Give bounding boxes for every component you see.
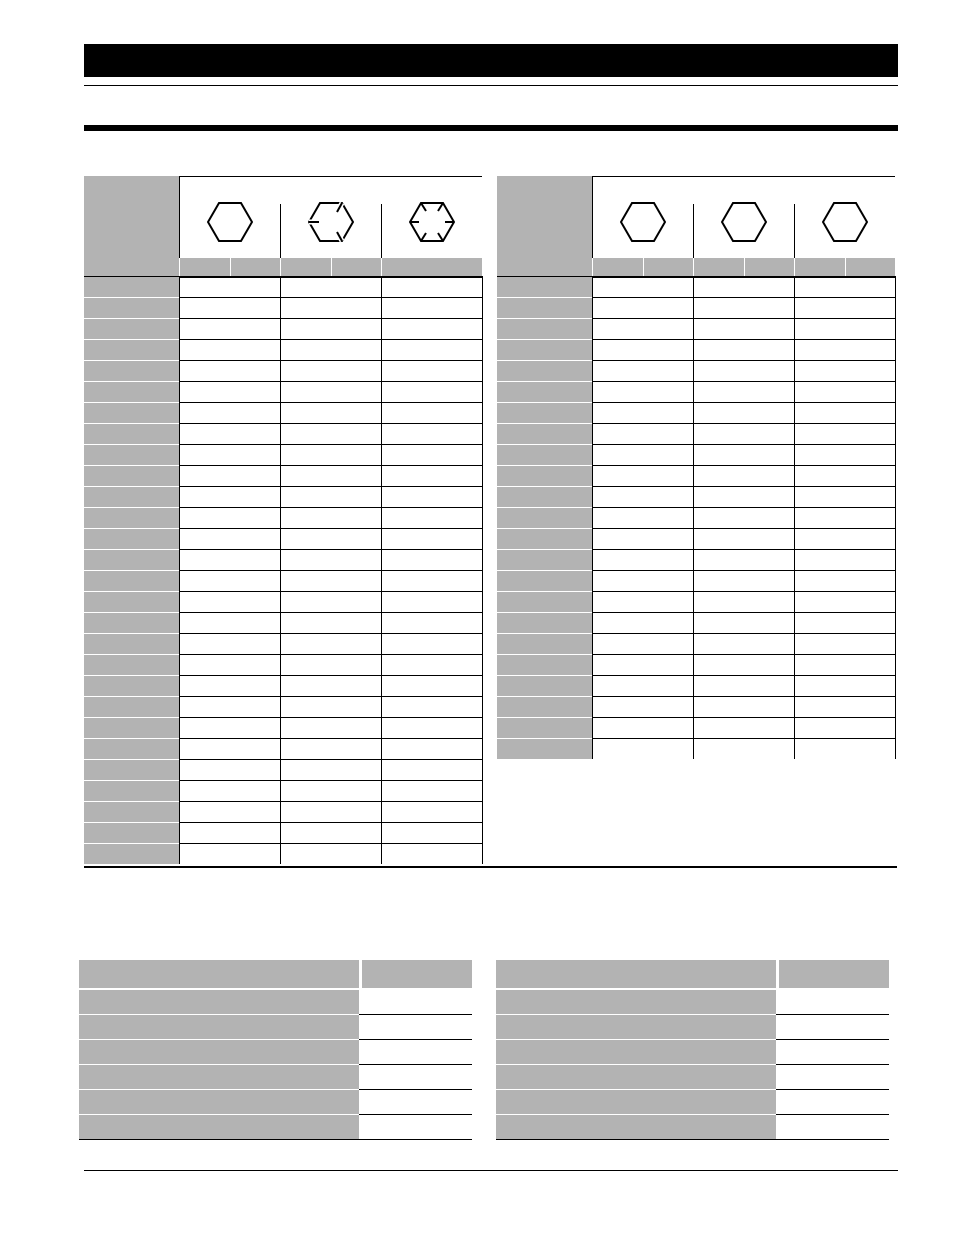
table-row <box>592 339 895 340</box>
table-row-label <box>497 403 592 423</box>
table-row <box>179 780 482 781</box>
lower-table-row <box>79 1115 359 1139</box>
table-row <box>179 549 482 550</box>
footer-rule <box>84 1170 898 1171</box>
lower-table-row <box>79 1090 359 1114</box>
table-row-label <box>84 277 179 297</box>
table-row <box>179 654 482 655</box>
table-row-label <box>84 739 179 759</box>
table-row <box>179 759 482 760</box>
table-row-label <box>497 697 592 717</box>
table-row <box>592 528 895 529</box>
table-row-label <box>84 697 179 717</box>
lower-table-row <box>79 1015 359 1039</box>
hexagon-six-notch-icon <box>409 198 455 246</box>
table-row-label <box>84 634 179 654</box>
subheader-divider <box>280 258 281 276</box>
table-row <box>592 612 895 613</box>
lower-table-row-rule <box>776 1039 889 1040</box>
table-row-label <box>497 550 592 570</box>
table-row <box>592 549 895 550</box>
table-row <box>179 297 482 298</box>
table-left-body-divider <box>179 276 180 864</box>
table-row-label <box>84 571 179 591</box>
table-row-label <box>497 277 592 297</box>
table-row <box>179 360 482 361</box>
table-row <box>592 717 895 718</box>
section-rule <box>84 125 898 131</box>
table-row <box>592 297 895 298</box>
table-right-body-divider <box>895 276 896 759</box>
table-row-label <box>497 424 592 444</box>
table-row-label <box>84 508 179 528</box>
table-left-body-divider <box>280 276 281 864</box>
table-row <box>592 507 895 508</box>
header-bar <box>84 44 898 77</box>
table-row-label <box>84 676 179 696</box>
table-row <box>592 696 895 697</box>
table-row <box>592 675 895 676</box>
table-row <box>179 339 482 340</box>
table-row-label <box>497 571 592 591</box>
table-row-label <box>84 382 179 402</box>
table-row-label <box>84 844 179 864</box>
table-row <box>592 633 895 634</box>
table-row <box>592 591 895 592</box>
table-right-col-divider <box>693 204 694 258</box>
table-row-label <box>497 298 592 318</box>
table-row-label <box>84 361 179 381</box>
table-row-label <box>497 676 592 696</box>
table-row-label <box>497 592 592 612</box>
table-row <box>179 528 482 529</box>
table-row-label <box>497 739 592 759</box>
table-row-label <box>84 760 179 780</box>
lower-left-header-value <box>362 960 472 988</box>
table-row <box>179 465 482 466</box>
table-left-subheader <box>84 258 482 276</box>
table-row <box>179 570 482 571</box>
table-row <box>179 696 482 697</box>
table-row-label <box>84 445 179 465</box>
table-row <box>592 423 895 424</box>
table-left-body-divider <box>482 276 483 864</box>
table-row <box>179 402 482 403</box>
lower-right-bottom-rule <box>496 1139 889 1140</box>
table-right-body-divider <box>592 276 593 759</box>
lower-table-row-rule <box>359 1114 472 1115</box>
lower-table-row <box>496 990 776 1014</box>
table-row <box>179 591 482 592</box>
table-row-label <box>84 781 179 801</box>
subheader-divider <box>794 258 795 276</box>
table-right-top-rule <box>592 176 895 177</box>
lower-table-row-rule <box>359 1014 472 1015</box>
table-row <box>179 612 482 613</box>
table-row <box>592 444 895 445</box>
table-row-label <box>84 403 179 423</box>
table-row <box>592 360 895 361</box>
table-row <box>179 801 482 802</box>
table-row <box>179 318 482 319</box>
table-row-label <box>84 550 179 570</box>
subheader-divider <box>179 258 180 276</box>
lower-table-row-rule <box>359 1064 472 1065</box>
table-row <box>179 633 482 634</box>
lower-table-row-rule <box>776 1114 889 1115</box>
lower-left-header-label <box>79 960 359 988</box>
table-right-col-divider <box>794 204 795 258</box>
lower-table-row <box>496 1115 776 1139</box>
hexagon-plain-icon <box>721 198 767 246</box>
table-right-corner <box>497 176 592 258</box>
lower-table-row-rule <box>776 1089 889 1090</box>
table-row-label <box>497 487 592 507</box>
table-left-body-divider <box>381 276 382 864</box>
table-row-label <box>497 445 592 465</box>
table-row-label <box>84 718 179 738</box>
table-row-label <box>84 802 179 822</box>
table-row <box>179 381 482 382</box>
lower-table-row <box>496 1015 776 1039</box>
lower-table-row-rule <box>359 1039 472 1040</box>
table-row <box>179 423 482 424</box>
table-row-label <box>497 529 592 549</box>
lower-table-row <box>79 990 359 1014</box>
table-row-label <box>497 655 592 675</box>
table-left-top-rule <box>179 176 482 177</box>
lower-table-row <box>496 1065 776 1089</box>
hexagon-plain-icon <box>620 198 666 246</box>
table-row <box>592 654 895 655</box>
table-row <box>179 822 482 823</box>
table-row <box>592 402 895 403</box>
lower-right-header-value <box>779 960 889 988</box>
lower-table-row-rule <box>776 1014 889 1015</box>
table-row <box>592 465 895 466</box>
table-row-label <box>497 634 592 654</box>
table-row-label <box>497 466 592 486</box>
table-left-col-divider <box>381 204 382 258</box>
hexagon-plain-icon <box>207 198 253 246</box>
table-row-label <box>84 655 179 675</box>
table-row-label <box>84 340 179 360</box>
lower-table-row <box>496 1090 776 1114</box>
hex-table-bottom-rule <box>84 866 897 868</box>
table-row-label <box>84 424 179 444</box>
header-rule <box>84 85 898 86</box>
table-left-col-divider <box>280 204 281 258</box>
lower-table-row-rule <box>359 1089 472 1090</box>
lower-left-bottom-rule <box>79 1139 472 1140</box>
table-row <box>179 444 482 445</box>
table-row-label <box>84 592 179 612</box>
subheader-divider <box>643 258 644 276</box>
lower-table-row <box>496 1040 776 1064</box>
subheader-divider <box>845 258 846 276</box>
table-row-label <box>84 823 179 843</box>
hexagon-plain-icon <box>822 198 868 246</box>
table-row <box>179 507 482 508</box>
lower-right-header-label <box>496 960 776 988</box>
lower-table-row-rule <box>776 1064 889 1065</box>
lower-table-row <box>79 1065 359 1089</box>
subheader-divider <box>230 258 231 276</box>
table-row <box>179 486 482 487</box>
table-row-label <box>497 718 592 738</box>
table-row-label <box>497 382 592 402</box>
table-right-body-divider <box>794 276 795 759</box>
table-row <box>179 717 482 718</box>
table-left-head-divider <box>179 176 180 258</box>
table-right-subheader <box>497 258 895 276</box>
subheader-divider <box>693 258 694 276</box>
table-row <box>592 486 895 487</box>
table-right-head-divider <box>592 176 593 258</box>
table-row-label <box>84 529 179 549</box>
subheader-divider <box>381 258 382 276</box>
table-row-label <box>497 361 592 381</box>
table-left-corner <box>84 176 179 258</box>
table-row-label <box>84 298 179 318</box>
table-row-label <box>84 613 179 633</box>
table-row <box>179 738 482 739</box>
table-row-label <box>497 340 592 360</box>
table-row-label <box>497 613 592 633</box>
subheader-divider <box>744 258 745 276</box>
table-row-label <box>84 319 179 339</box>
table-right-body-divider <box>693 276 694 759</box>
table-row-label <box>497 319 592 339</box>
table-row <box>592 738 895 739</box>
subheader-divider <box>331 258 332 276</box>
subheader-divider <box>592 258 593 276</box>
table-row <box>179 843 482 844</box>
table-row <box>592 381 895 382</box>
hexagon-three-notch-icon <box>308 198 354 246</box>
lower-table-row <box>79 1040 359 1064</box>
table-row <box>592 318 895 319</box>
table-row <box>592 570 895 571</box>
table-row-label <box>84 466 179 486</box>
table-row <box>179 675 482 676</box>
table-row-label <box>497 508 592 528</box>
table-row-label <box>84 487 179 507</box>
